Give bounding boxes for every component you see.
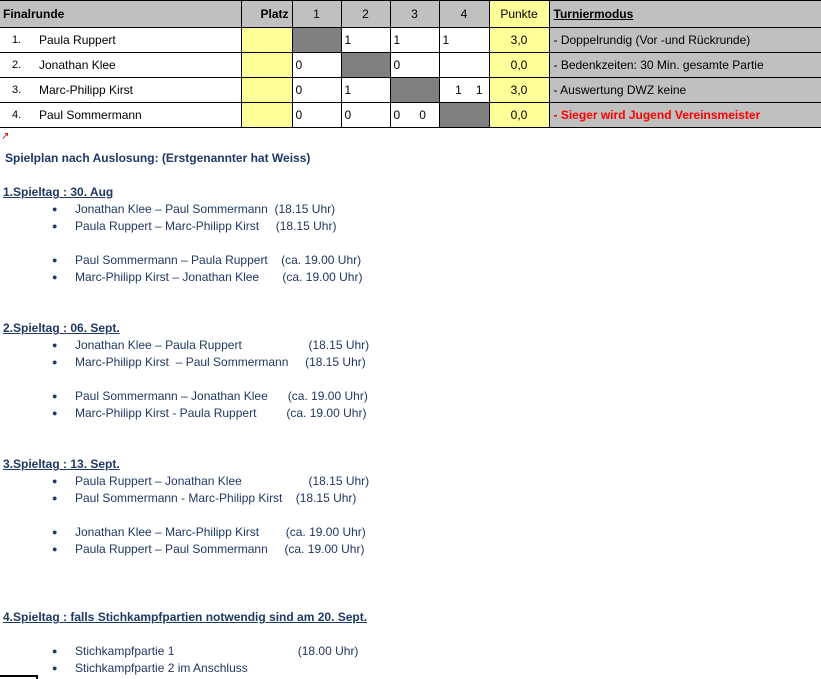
bullet-icon: ● — [52, 493, 58, 503]
punkte-cell: 3,0 — [489, 78, 549, 103]
table-row — [0, 78, 821, 103]
spieltag-heading: 4.Spieltag : falls Stichkampfpartien notwendig sind am 20. Sept. — [3, 610, 368, 624]
cell-frame — [0, 675, 38, 679]
score-cell: 0 — [292, 78, 341, 103]
list-item — [52, 338, 369, 352]
list-item — [52, 406, 366, 420]
score-cell: 0 — [292, 103, 341, 128]
bullet-icon: ● — [52, 663, 58, 673]
game-text: Jonathan Klee – Marc-Philipp Kirst (ca. 19.00 Uhr) — [75, 525, 366, 539]
list-item — [52, 389, 368, 403]
punkte-cell: 0,0 — [489, 53, 549, 78]
bullet-icon: ● — [52, 408, 58, 418]
plan-title: Spielplan nach Auslosung: (Erstgenannter hat Weiss) — [5, 151, 311, 165]
score-value: 0 — [393, 108, 401, 122]
player-name: Paula Ruppert — [39, 33, 116, 47]
game-text: Paul Sommermann – Paula Ruppert (ca. 19.00 Uhr) — [75, 253, 362, 267]
bullet-icon: ● — [52, 357, 58, 367]
bullet-icon: ● — [52, 544, 58, 554]
score-value: 0 — [419, 108, 426, 122]
bullet-icon: ● — [52, 391, 58, 401]
rank-label: 2. — [12, 59, 22, 71]
table-header-row — [0, 1, 821, 28]
modus-line-winner: - Sieger wird Jugend Vereinsmeister — [549, 103, 821, 128]
score-cell: 1 — [439, 28, 489, 53]
game-text: Paul Sommermann – Jonathan Klee (ca. 19.00 Uhr) — [75, 389, 368, 403]
list-item — [52, 644, 358, 658]
player-cell — [0, 78, 241, 103]
list-item — [52, 661, 248, 675]
bullet-icon: ● — [52, 204, 58, 214]
turniermodus-header: Turniermodus — [549, 1, 821, 28]
player-cell — [0, 103, 241, 128]
platz-header: Platz — [241, 1, 292, 28]
col-3-header: 3 — [390, 1, 439, 28]
punkte-header: Punkte — [489, 1, 549, 28]
score-cell: 0 — [341, 103, 390, 128]
table-row — [0, 28, 821, 53]
score-cell: 1 — [341, 78, 390, 103]
game-text: Paula Ruppert – Paul Sommermann (ca. 19.00 Uhr) — [75, 542, 365, 556]
score-cell — [439, 53, 489, 78]
score-cell — [390, 103, 439, 128]
list-item — [52, 219, 336, 233]
bullet-icon: ● — [52, 255, 58, 265]
list-item — [52, 542, 364, 556]
finalrunde-header: Finalrunde — [0, 1, 241, 28]
game-text: Marc-Philipp Kirst – Jonathan Klee (ca. 19.00 Uhr) — [75, 270, 363, 284]
player-name: Marc-Philipp Kirst — [39, 83, 134, 97]
list-item — [52, 270, 362, 284]
score-value: 1 — [455, 83, 462, 97]
spieltag-heading: 3.Spieltag : 13. Sept. — [3, 457, 120, 471]
modus-line: - Bedenkzeiten: 30 Min. gesamte Partie — [549, 53, 821, 78]
game-text: Stichkampfpartie 1 (18.00 Uhr) — [75, 644, 359, 658]
bullet-icon: ● — [52, 527, 58, 537]
self-cell — [390, 78, 439, 103]
game-text: Paula Ruppert – Jonathan Klee (18.15 Uhr) — [75, 474, 370, 488]
game-text: Paul Sommermann - Marc-Philipp Kirst (18.15 Uhr) — [75, 491, 357, 505]
bullet-icon: ● — [52, 646, 58, 656]
game-text: Marc-Philipp Kirst – Paul Sommermann (18.15 Uhr) — [75, 355, 366, 369]
game-text: Jonathan Klee – Paul Sommermann (18.15 Uhr) — [75, 202, 336, 216]
bullet-icon: ● — [52, 340, 58, 350]
platz-cell — [241, 103, 292, 128]
self-cell — [439, 103, 489, 128]
punkte-cell: 0,0 — [489, 103, 549, 128]
link-arrow-icon: ↗ — [1, 131, 10, 142]
col-2-header: 2 — [341, 1, 390, 28]
score-cell — [439, 78, 489, 103]
game-text: Marc-Philipp Kirst - Paula Ruppert (ca. 19.00 Uhr) — [75, 406, 367, 420]
punkte-cell: 3,0 — [489, 28, 549, 53]
player-name: Paul Sommermann — [39, 108, 142, 122]
modus-line: - Auswertung DWZ keine — [549, 78, 821, 103]
list-item — [52, 491, 356, 505]
col-4-header: 4 — [439, 1, 489, 28]
score-cell: 0 — [292, 53, 341, 78]
list-item — [52, 355, 366, 369]
score-cell: 1 — [341, 28, 390, 53]
col-1-header: 1 — [292, 1, 341, 28]
player-cell — [0, 28, 241, 53]
list-item — [52, 525, 366, 539]
table-row — [0, 103, 821, 128]
spieltag-heading: 1.Spieltag : 30. Aug — [3, 185, 114, 199]
platz-cell — [241, 78, 292, 103]
game-text: Jonathan Klee – Paula Ruppert (18.15 Uhr) — [75, 338, 370, 352]
list-item — [52, 253, 361, 267]
self-cell — [341, 53, 390, 78]
self-cell — [292, 28, 341, 53]
list-item — [52, 202, 335, 216]
standings-table — [0, 0, 821, 128]
bullet-icon: ● — [52, 272, 58, 282]
rank-label: 4. — [12, 109, 22, 121]
platz-cell — [241, 28, 292, 53]
score-value: 1 — [475, 83, 483, 97]
spieltag-heading: 2.Spieltag : 06. Sept. — [3, 321, 120, 335]
game-text: Stichkampfpartie 2 im Anschluss — [75, 661, 248, 675]
bullet-icon: ● — [52, 221, 58, 231]
bullet-icon: ● — [52, 476, 58, 486]
platz-cell — [241, 53, 292, 78]
game-text: Paula Ruppert – Marc-Philipp Kirst (18.15 Uhr) — [75, 219, 337, 233]
player-name: Jonathan Klee — [39, 58, 116, 72]
list-item — [52, 474, 369, 488]
rank-label: 1. — [12, 34, 22, 46]
modus-line: - Doppelrundig (Vor -und Rückrunde) — [549, 28, 821, 53]
score-cell: 0 — [390, 53, 439, 78]
player-cell — [0, 53, 241, 78]
rank-label: 3. — [12, 84, 22, 96]
table-row — [0, 53, 821, 78]
score-cell: 1 — [390, 28, 439, 53]
